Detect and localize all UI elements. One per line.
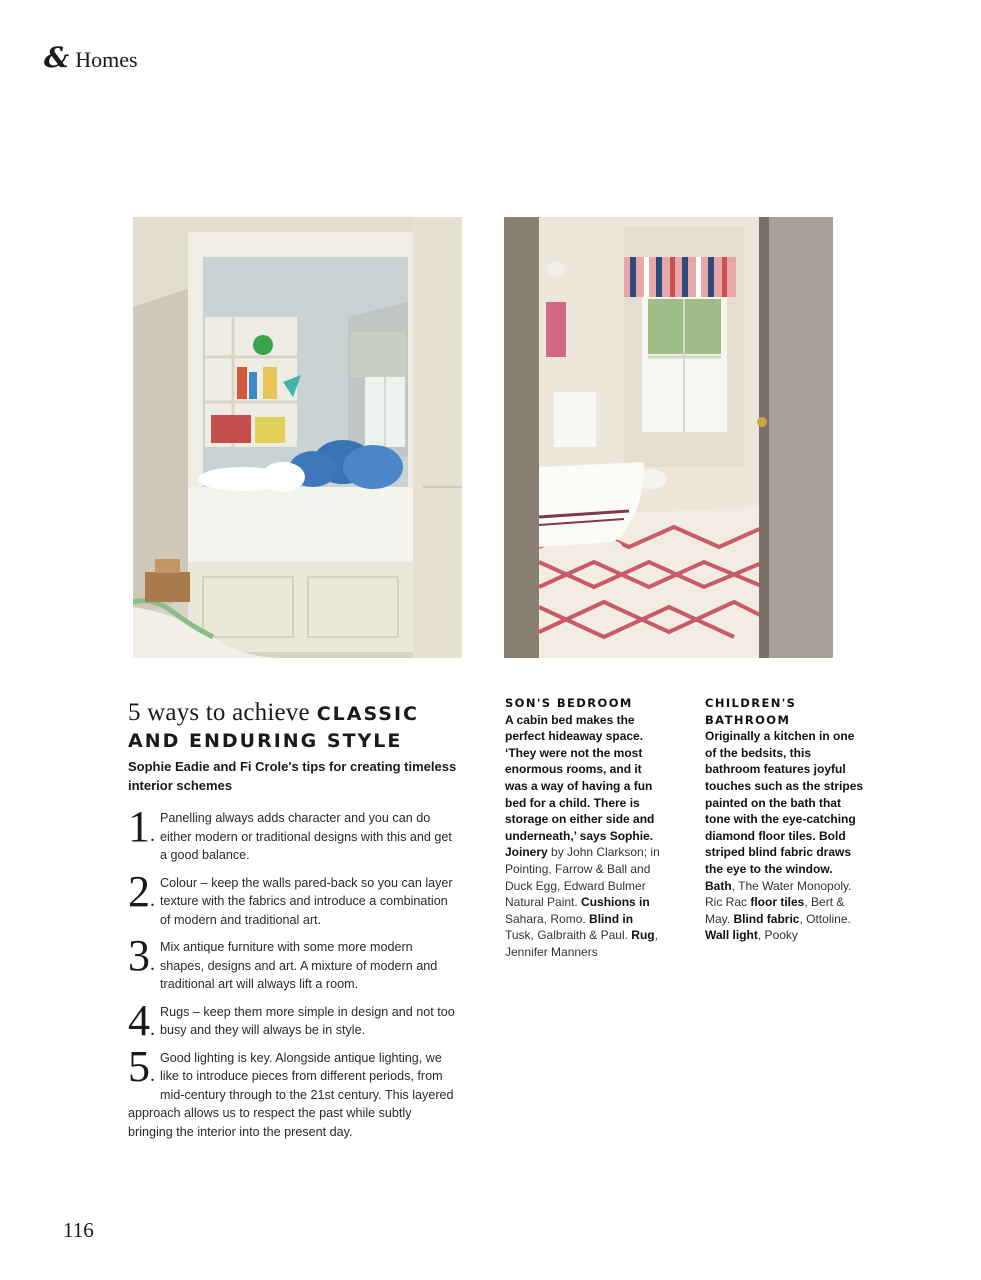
bedroom-illustration xyxy=(133,217,462,658)
tip-text: Rugs – keep them more simple in design and not too busy and they will always be in style. xyxy=(160,1004,455,1037)
ampersand-logo-icon: & xyxy=(44,41,70,74)
credit-label: floor tiles xyxy=(750,895,805,910)
tip-item xyxy=(128,995,458,1045)
tip-text: Good lighting is key. Alongside antique lighting, we like to introduce pieces from different periods, from mid-century through to the 21st century. This layered approach allows us to respect the past while subtly bringing the interior into the present day. xyxy=(128,1050,454,1139)
tip-item xyxy=(128,931,458,994)
headline-light: 5 ways to achieve xyxy=(128,699,310,726)
tip-item xyxy=(128,866,458,930)
caption-lead: A cabin bed makes the perfect hideaway space. ‘They were not the most enormous rooms, and it was a way of having a fun bed for a child. There is storage on either side and underneath,’ says Sophie. xyxy=(505,712,655,843)
tip-text: Panelling always adds character and you can do either modern or traditional designs with this and get a good balance. xyxy=(160,811,452,862)
credit-text: , Bert & May. xyxy=(705,895,845,926)
tip-item xyxy=(128,802,458,865)
credit-label: Joinery xyxy=(505,845,548,860)
credit-label: Cushions in xyxy=(581,895,650,910)
bathroom-photo xyxy=(504,217,833,658)
article-subhead: Sophie Eadie and Fi Crole's tips for creating timeless interior schemes xyxy=(128,759,457,793)
tip-number: 2. xyxy=(128,866,155,916)
credit-text: , Pooky xyxy=(757,928,798,943)
headline-bold-1: CLASSIC xyxy=(316,703,419,725)
tip-number: 1. xyxy=(128,802,155,851)
article-column xyxy=(128,700,458,1150)
tip-text: Colour – keep the walls pared-back so you can layer texture with the fabrics and introduce a combination of modern and traditional art. xyxy=(160,875,453,927)
magazine-header xyxy=(44,41,138,74)
credit-label: Bath xyxy=(705,878,732,893)
credit-text: , The Water Monopoly. Ric Rac xyxy=(705,878,852,910)
caption-title: CHILDREN'S BATHROOM xyxy=(705,696,797,727)
tip-number: 5. xyxy=(128,1041,155,1091)
credit-text: Tusk, Galbraith & Paul. xyxy=(505,928,632,943)
credit-text: , Ottoline. xyxy=(799,911,851,926)
headline-bold-2: AND ENDURING STYLE xyxy=(128,730,403,752)
tip-text: Mix antique furniture with some more modern shapes, designs and art. A mixture of modern and traditional art will always lift a room. xyxy=(160,940,438,991)
credit-label: Blind in xyxy=(589,911,634,926)
caption-title: SON'S BEDROOM xyxy=(505,696,633,710)
credit-text: by John Clarkson; in Pointing, Farrow & Ball and Duck Egg, Edward Bulmer Natural Paint. xyxy=(505,845,660,910)
credit-label: Blind fabric xyxy=(733,911,800,926)
credit-text: , Jennifer Manners xyxy=(505,928,658,959)
credit-label: Wall light xyxy=(705,928,758,943)
credit-text: Sahara, Romo. xyxy=(505,911,590,926)
caption-childrens-bathroom xyxy=(705,695,865,944)
credit-label: Rug xyxy=(631,928,655,943)
bathroom-illustration xyxy=(504,217,833,658)
article-headline xyxy=(128,700,458,754)
tip-number: 4. xyxy=(128,995,155,1045)
tip-item xyxy=(128,1041,458,1142)
page-number: 116 xyxy=(63,1218,94,1242)
caption-lead: Originally a kitchen in one of the bedsits, this bathroom features joyful touches such as the stripes painted on the bath that tone with the eye-catching diamond floor tiles. Bold striped blind fabric draws the eye to the window. xyxy=(705,729,864,876)
bedroom-photo xyxy=(133,217,462,658)
tip-number: 3. xyxy=(128,931,155,980)
tips-list xyxy=(128,802,458,1141)
caption-sons-bedroom xyxy=(505,695,665,961)
section-title: Homes xyxy=(75,47,138,72)
